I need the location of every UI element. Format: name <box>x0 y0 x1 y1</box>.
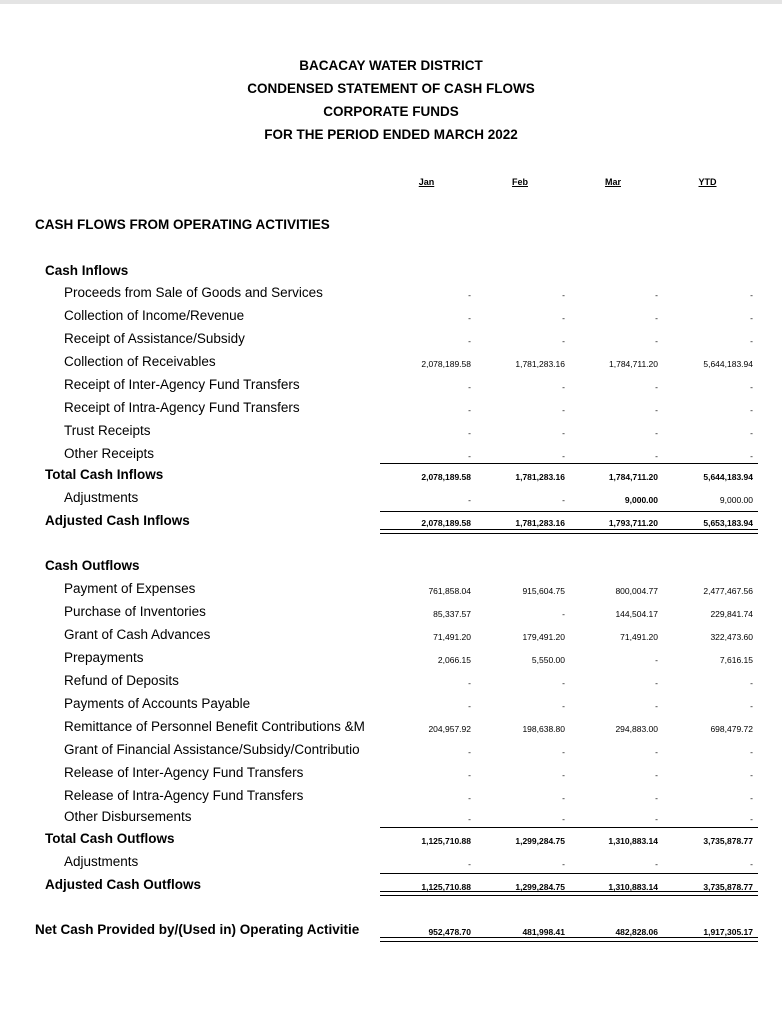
cell-ytd: 3,735,878.77 <box>703 882 753 892</box>
cell-ytd: 698,479.72 <box>710 724 753 734</box>
cell-mar: - <box>655 405 658 415</box>
cell-jan: - <box>468 290 471 300</box>
cell-jan: - <box>468 336 471 346</box>
cell-ytd: 7,616.15 <box>719 655 753 665</box>
table-row <box>0 377 782 399</box>
table-row <box>0 354 782 376</box>
cell-feb: 481,998.41 <box>522 927 565 937</box>
cell-mar: - <box>655 290 658 300</box>
row-label: Grant of Cash Advances <box>64 627 211 642</box>
table-row <box>0 831 782 853</box>
cell-ytd: 2,477,467.56 <box>703 586 753 596</box>
row-label: Other Receipts <box>64 446 155 461</box>
row-label: Release of Inter-Agency Fund Transfers <box>64 765 304 780</box>
cell-ytd: - <box>750 451 753 461</box>
table-row <box>0 627 782 649</box>
row-label: Adjusted Cash Inflows <box>45 513 190 528</box>
table-row <box>0 467 782 489</box>
row-label: Net Cash Provided by/(Used in) Operating Activitie <box>35 922 360 937</box>
cell-jan: 1,125,710.88 <box>421 882 471 892</box>
row-label: Receipt of Intra-Agency Fund Transfers <box>64 400 300 415</box>
cell-feb: - <box>562 495 565 505</box>
table-row <box>0 650 782 672</box>
table-row <box>0 331 782 353</box>
cell-mar: - <box>655 313 658 323</box>
row-label: Total Cash Inflows <box>45 467 164 482</box>
cell-mar: 71,491.20 <box>620 632 658 642</box>
subtotal-rule-inflows <box>380 463 758 464</box>
cell-ytd: - <box>750 405 753 415</box>
cell-feb: 1,299,284.75 <box>515 836 565 846</box>
cell-mar: 1,784,711.20 <box>609 359 658 369</box>
cell-jan: 71,491.20 <box>433 632 471 642</box>
cell-ytd: 1,917,305.17 <box>703 927 753 937</box>
row-label: Collection of Receivables <box>64 354 216 369</box>
cell-mar: 294,883.00 <box>615 724 658 734</box>
cell-jan: - <box>468 451 471 461</box>
cell-ytd: - <box>750 382 753 392</box>
subtotal-rule-outflows <box>380 827 758 828</box>
cell-feb: 1,299,284.75 <box>515 882 565 892</box>
statement-title: CONDENSED STATEMENT OF CASH FLOWS <box>247 81 535 96</box>
cell-mar: - <box>655 793 658 803</box>
cell-ytd: - <box>750 290 753 300</box>
cell-jan: - <box>468 859 471 869</box>
cell-jan: - <box>468 313 471 323</box>
cell-mar: - <box>655 678 658 688</box>
cell-jan: - <box>468 405 471 415</box>
table-row <box>0 558 782 580</box>
cell-mar: - <box>655 428 658 438</box>
period-title: FOR THE PERIOD ENDED MARCH 2022 <box>264 127 518 142</box>
cell-mar: - <box>655 655 658 665</box>
table-row <box>0 285 782 307</box>
cell-jan: - <box>468 814 471 824</box>
section-title: CASH FLOWS FROM OPERATING ACTIVITIES <box>35 217 330 232</box>
cell-mar: - <box>655 770 658 780</box>
table-row <box>0 742 782 764</box>
cell-ytd: - <box>750 428 753 438</box>
cell-mar: - <box>655 814 658 824</box>
cell-jan: - <box>468 495 471 505</box>
cell-ytd: 5,644,183.94 <box>703 359 753 369</box>
table-row <box>0 788 782 810</box>
table-row <box>0 719 782 741</box>
row-label: Release of Intra-Agency Fund Transfers <box>64 788 304 803</box>
row-label: Other Disbursements <box>64 809 192 824</box>
cell-feb: - <box>562 793 565 803</box>
cell-feb: - <box>562 678 565 688</box>
cell-feb: - <box>562 382 565 392</box>
entity-title: BACACAY WATER DISTRICT <box>299 58 483 73</box>
cell-jan: 85,337.57 <box>433 609 471 619</box>
cell-feb: 5,550.00 <box>531 655 565 665</box>
cell-ytd: - <box>750 313 753 323</box>
cell-mar: 1,793,711.20 <box>608 518 658 528</box>
row-label: Trust Receipts <box>64 423 151 438</box>
cell-feb: - <box>562 336 565 346</box>
cell-jan: - <box>468 793 471 803</box>
cell-jan: 204,957.92 <box>428 724 471 734</box>
cell-feb: 1,781,283.16 <box>515 472 565 482</box>
table-row <box>0 673 782 695</box>
cell-mar: 9,000.00 <box>624 495 658 505</box>
cell-mar: - <box>655 701 658 711</box>
cell-jan: - <box>468 678 471 688</box>
cell-ytd: 5,644,183.94 <box>703 472 753 482</box>
cell-jan: 952,478.70 <box>428 927 471 937</box>
table-row <box>0 400 782 422</box>
cell-ytd: 5,653,183.94 <box>703 518 753 528</box>
cell-ytd: - <box>750 793 753 803</box>
table-row <box>0 604 782 626</box>
cell-jan: - <box>468 428 471 438</box>
cell-mar: 1,784,711.20 <box>608 472 658 482</box>
cell-mar: 1,310,883.14 <box>608 836 658 846</box>
row-label: Grant of Financial Assistance/Subsidy/Contributio <box>64 742 360 757</box>
cell-jan: - <box>468 747 471 757</box>
cell-jan: 2,078,189.58 <box>421 472 471 482</box>
cell-ytd: - <box>750 678 753 688</box>
row-label: Payment of Expenses <box>64 581 196 596</box>
column-header-feb: Feb <box>511 177 528 187</box>
cell-jan: 1,125,710.88 <box>421 836 471 846</box>
cell-mar: - <box>655 451 658 461</box>
cell-feb: - <box>562 701 565 711</box>
cell-feb: 1,781,283.16 <box>515 518 565 528</box>
cell-mar: 1,310,883.14 <box>608 882 658 892</box>
cell-feb: 179,491.20 <box>522 632 565 642</box>
table-row <box>0 446 782 468</box>
cell-ytd: 322,473.60 <box>710 632 753 642</box>
cell-ytd: - <box>750 336 753 346</box>
cell-feb: - <box>562 609 565 619</box>
cell-feb: - <box>562 428 565 438</box>
cell-ytd: 9,000.00 <box>719 495 753 505</box>
fund-title: CORPORATE FUNDS <box>323 104 459 119</box>
cell-feb: - <box>562 313 565 323</box>
cell-jan: - <box>468 770 471 780</box>
double-rule-inflows <box>380 529 758 534</box>
double-rule-outflows <box>380 891 758 896</box>
cell-ytd: 229,841.74 <box>710 609 753 619</box>
cell-jan: 2,078,189.58 <box>421 359 471 369</box>
cell-mar: - <box>655 859 658 869</box>
row-label: Adjustments <box>64 854 139 869</box>
row-label: Purchase of Inventories <box>64 604 206 619</box>
cell-jan: 2,066.15 <box>437 655 471 665</box>
cell-feb: - <box>562 770 565 780</box>
row-label: Cash Inflows <box>45 263 129 278</box>
cell-ytd: - <box>750 770 753 780</box>
cell-feb: - <box>562 451 565 461</box>
cell-mar: 144,504.17 <box>615 609 658 619</box>
row-label: Adjusted Cash Outflows <box>45 877 202 892</box>
row-label: Proceeds from Sale of Goods and Services <box>64 285 323 300</box>
cell-ytd: - <box>750 814 753 824</box>
table-row <box>0 423 782 445</box>
cell-jan: 2,078,189.58 <box>421 518 471 528</box>
table-row <box>0 490 782 512</box>
row-label: Total Cash Outflows <box>45 831 175 846</box>
table-row <box>0 581 782 603</box>
column-header-ytd: YTD <box>698 177 717 187</box>
cell-mar: - <box>655 382 658 392</box>
row-label: Receipt of Assistance/Subsidy <box>64 331 245 346</box>
row-label: Cash Outflows <box>45 558 140 573</box>
cell-mar: - <box>655 747 658 757</box>
column-header-mar: Mar <box>604 177 621 187</box>
cell-ytd: - <box>750 701 753 711</box>
cell-feb: 1,781,283.16 <box>515 359 565 369</box>
table-row <box>0 308 782 330</box>
row-label: Adjustments <box>64 490 139 505</box>
table-row <box>0 696 782 718</box>
row-label: Refund of Deposits <box>64 673 179 688</box>
cell-mar: 482,828.06 <box>615 927 658 937</box>
cell-feb: - <box>562 814 565 824</box>
cell-jan: - <box>468 382 471 392</box>
cell-mar: - <box>655 336 658 346</box>
cell-ytd: - <box>750 747 753 757</box>
cell-feb: - <box>562 405 565 415</box>
cell-feb: 198,638.80 <box>522 724 565 734</box>
double-rule-net <box>380 937 758 942</box>
row-label: Payments of Accounts Payable <box>64 696 251 711</box>
cell-ytd: 3,735,878.77 <box>703 836 753 846</box>
cell-feb: 915,604.75 <box>522 586 565 596</box>
table-row <box>0 765 782 787</box>
column-header-jan: Jan <box>418 177 435 187</box>
row-label: Receipt of Inter-Agency Fund Transfers <box>64 377 300 392</box>
cell-feb: - <box>562 859 565 869</box>
cell-feb: - <box>562 290 565 300</box>
row-label: Prepayments <box>64 650 144 665</box>
cell-feb: - <box>562 747 565 757</box>
cell-jan: 761,858.04 <box>428 586 471 596</box>
row-label: Remittance of Personnel Benefit Contributions &M <box>64 719 365 734</box>
cell-ytd: - <box>750 859 753 869</box>
subtotal-rule-adjust-out <box>380 873 758 874</box>
subtotal-rule-adjust-in <box>380 511 758 512</box>
table-row <box>0 263 782 285</box>
cell-mar: 800,004.77 <box>615 586 658 596</box>
cell-jan: - <box>468 701 471 711</box>
row-label: Collection of Income/Revenue <box>64 308 245 323</box>
